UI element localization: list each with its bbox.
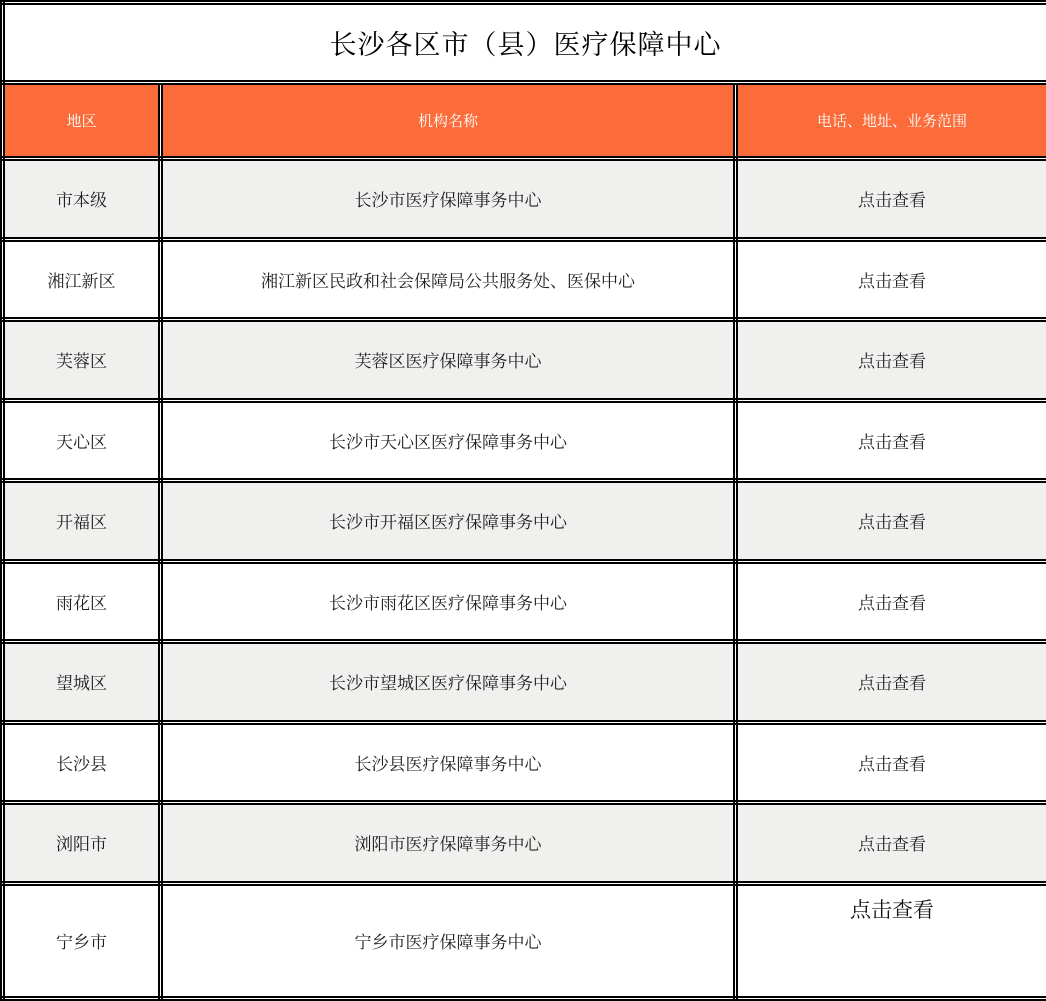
table-row xyxy=(3,561,1046,642)
view-link[interactable]: 点击查看 xyxy=(736,239,1046,320)
institution-cell: 长沙县医疗保障事务中心 xyxy=(161,722,736,803)
region-cell: 雨花区 xyxy=(3,561,161,642)
region-cell: 市本级 xyxy=(3,159,161,240)
institution-cell: 长沙市开福区医疗保障事务中心 xyxy=(161,481,736,562)
institution-cell: 长沙市天心区医疗保障事务中心 xyxy=(161,400,736,481)
table-row xyxy=(3,883,1046,999)
view-link[interactable]: 点击查看 xyxy=(736,159,1046,240)
column-header-institution: 机构名称 xyxy=(161,83,736,159)
region-cell: 长沙县 xyxy=(3,722,161,803)
institution-cell: 宁乡市医疗保障事务中心 xyxy=(161,883,736,999)
table-row xyxy=(3,320,1046,401)
column-header-contact: 电话、地址、业务范围 xyxy=(736,83,1046,159)
view-link[interactable]: 点击查看 xyxy=(736,320,1046,401)
institution-cell: 芙蓉区医疗保障事务中心 xyxy=(161,320,736,401)
table-row xyxy=(3,642,1046,723)
view-link[interactable]: 点击查看 xyxy=(736,561,1046,642)
table-row xyxy=(3,400,1046,481)
institution-cell: 长沙市雨花区医疗保障事务中心 xyxy=(161,561,736,642)
institution-cell: 长沙市望城区医疗保障事务中心 xyxy=(161,642,736,723)
table-row xyxy=(3,722,1046,803)
view-link[interactable]: 点击查看 xyxy=(736,722,1046,803)
institution-cell: 浏阳市医疗保障事务中心 xyxy=(161,803,736,884)
view-link[interactable]: 点击查看 xyxy=(736,481,1046,562)
page-title: 长沙各区市（县）医疗保障中心 xyxy=(3,3,1046,83)
region-cell: 芙蓉区 xyxy=(3,320,161,401)
column-header-region: 地区 xyxy=(3,83,161,159)
view-link[interactable]: 点击查看 xyxy=(736,883,1046,999)
region-cell: 浏阳市 xyxy=(3,803,161,884)
title-row xyxy=(3,3,1046,83)
table-row xyxy=(3,803,1046,884)
region-cell: 开福区 xyxy=(3,481,161,562)
institution-cell: 湘江新区民政和社会保障局公共服务处、医保中心 xyxy=(161,239,736,320)
region-cell: 天心区 xyxy=(3,400,161,481)
table-header-row xyxy=(3,83,1046,159)
institution-cell: 长沙市医疗保障事务中心 xyxy=(161,159,736,240)
table-row xyxy=(3,239,1046,320)
region-cell: 湘江新区 xyxy=(3,239,161,320)
region-cell: 宁乡市 xyxy=(3,883,161,999)
region-cell: 望城区 xyxy=(3,642,161,723)
view-link[interactable]: 点击查看 xyxy=(736,642,1046,723)
view-link[interactable]: 点击查看 xyxy=(736,400,1046,481)
view-link[interactable]: 点击查看 xyxy=(736,803,1046,884)
table-row xyxy=(3,159,1046,240)
table-row xyxy=(3,481,1046,562)
